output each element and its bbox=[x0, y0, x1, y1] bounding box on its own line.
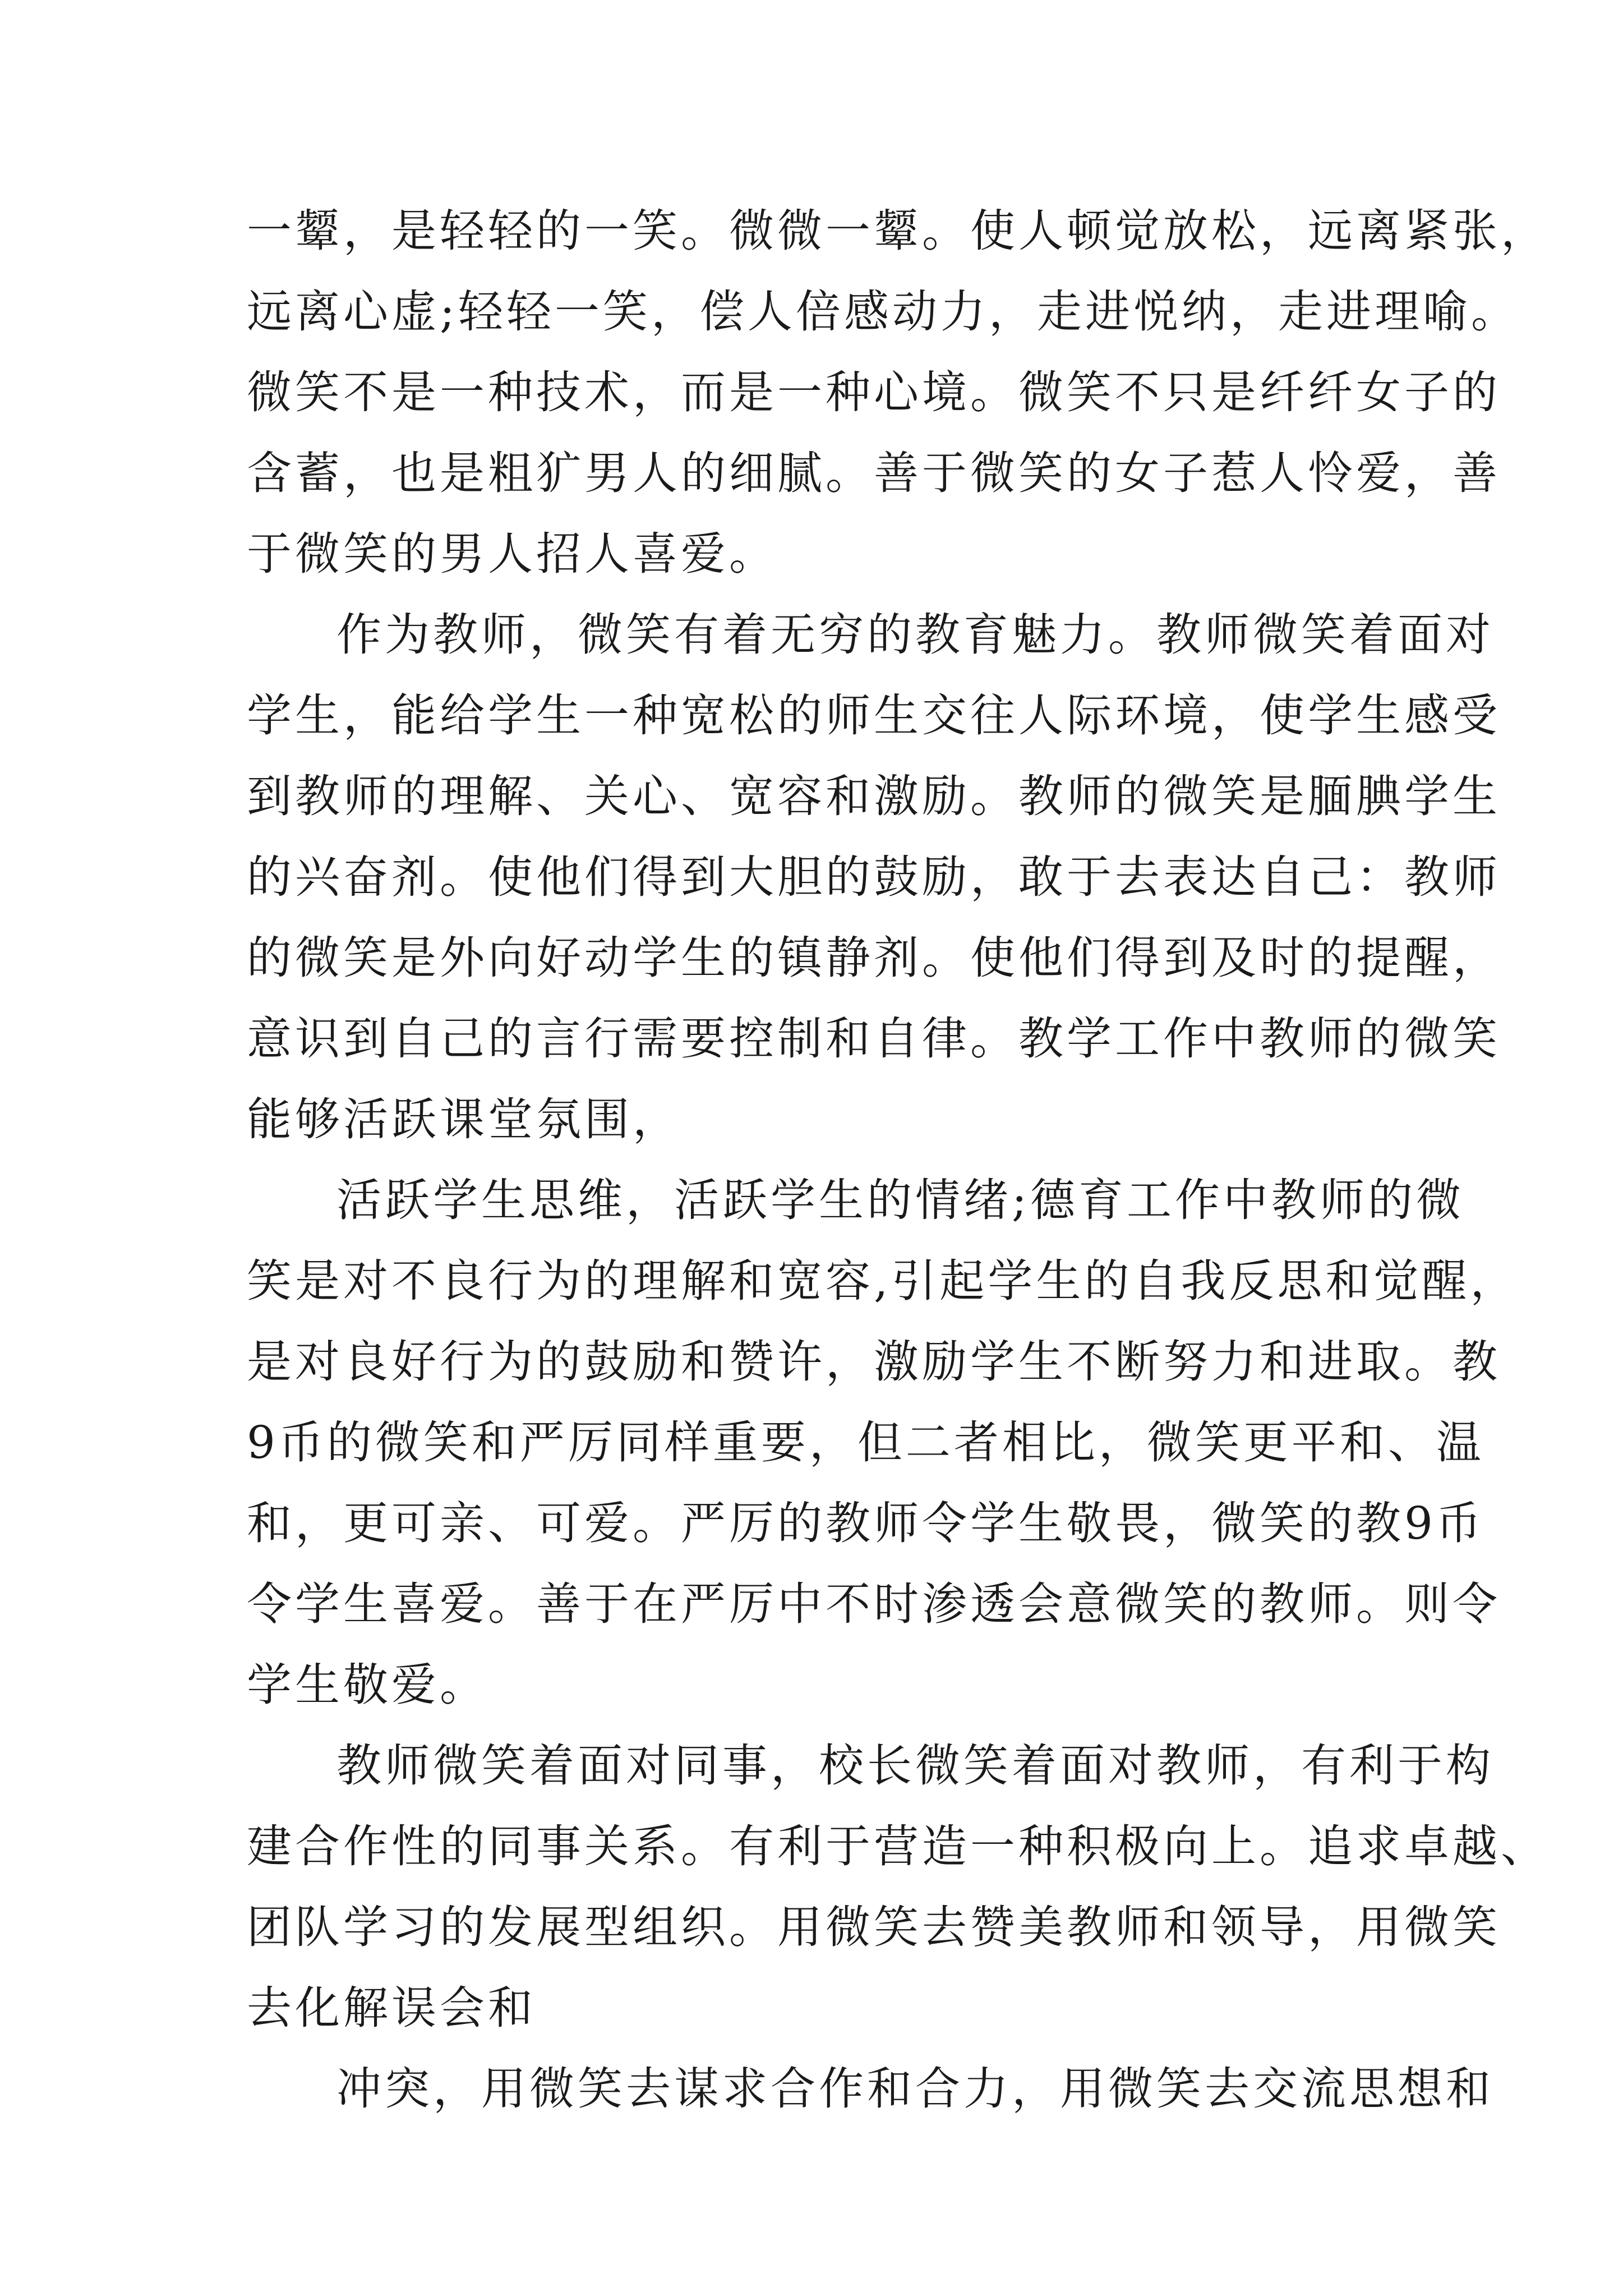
paragraph-2 bbox=[247, 595, 1501, 1160]
text-line: 冲突，用微笑去谋求合作和合力，用微笑去交流思想和 bbox=[336, 2063, 1494, 2115]
text-line: 的微笑是外向好动学生的镇静剂。使他们得到及时的提醒， bbox=[247, 932, 1501, 984]
paragraph-1 bbox=[247, 191, 1549, 595]
paragraph-3 bbox=[247, 1160, 1519, 1726]
paragraph-5 bbox=[247, 2049, 1494, 2129]
text-line: 去化解误会和 bbox=[247, 1982, 536, 2034]
paragraph-4 bbox=[247, 1726, 1549, 2049]
text-line: 和，更可亲、可爱。严厉的教师令学生敬畏，微笑的教9币 bbox=[247, 1497, 1484, 1549]
document-body bbox=[247, 191, 1549, 2129]
text-line: 是对良好行为的鼓励和赞许，激励学生不断努力和进取。教 bbox=[247, 1336, 1501, 1388]
text-line: 活跃学生思维，活跃学生的情绪;德育工作中教师的微 bbox=[336, 1174, 1464, 1226]
text-line: 建合作性的同事关系。有利于营造一种积极向上。追求卓越、 bbox=[247, 1820, 1549, 1872]
text-line: 作为教师，微笑有着无穷的教育魅力。教师微笑着面对 bbox=[336, 609, 1494, 661]
text-line: 微笑不是一种技术，而是一种心境。微笑不只是纤纤女子的 bbox=[247, 366, 1501, 418]
text-line: 教师微笑着面对同事，校长微笑着面对教师，有利于构 bbox=[336, 1740, 1494, 1792]
text-line: 令学生喜爱。善于在严厉中不时渗透会意微笑的教师。则令 bbox=[247, 1578, 1501, 1630]
text-line: 笑是对不良行为的理解和宽容,引起学生的自我反思和觉醒， bbox=[247, 1255, 1519, 1307]
text-line: 到教师的理解、关心、宽容和激励。教师的微笑是腼腆学生 bbox=[247, 770, 1501, 822]
text-line: 能够活跃课堂氛围， bbox=[247, 1093, 681, 1145]
text-line: 含蓄，也是粗犷男人的细腻。善于微笑的女子惹人怜爱，善 bbox=[247, 447, 1501, 499]
text-line: 的兴奋剂。使他们得到大胆的鼓励，敢于去表达自己：教师 bbox=[247, 851, 1501, 903]
text-line: 远离心虚;轻轻一笑，偿人倍感动力，走进悦纳，走进理喻。 bbox=[247, 286, 1519, 338]
text-line: 学生敬爱。 bbox=[247, 1659, 488, 1711]
text-line: 团队学习的发展型组织。用微笑去赞美教师和领导，用微笑 bbox=[247, 1901, 1501, 1953]
text-line: 于微笑的男人招人喜爱。 bbox=[247, 528, 777, 580]
text-line: 一颦，是轻轻的一笑。微微一颦。使人顿觉放松，远离紧张， bbox=[247, 205, 1549, 257]
text-line: 9币的微笑和严厉同样重要，但二者相比，微笑更平和、温 bbox=[247, 1416, 1484, 1469]
text-line: 学生，能给学生一种宽松的师生交往人际环境，使学生感受 bbox=[247, 689, 1501, 742]
text-line: 意识到自己的言行需要控制和自律。教学工作中教师的微笑 bbox=[247, 1013, 1501, 1065]
